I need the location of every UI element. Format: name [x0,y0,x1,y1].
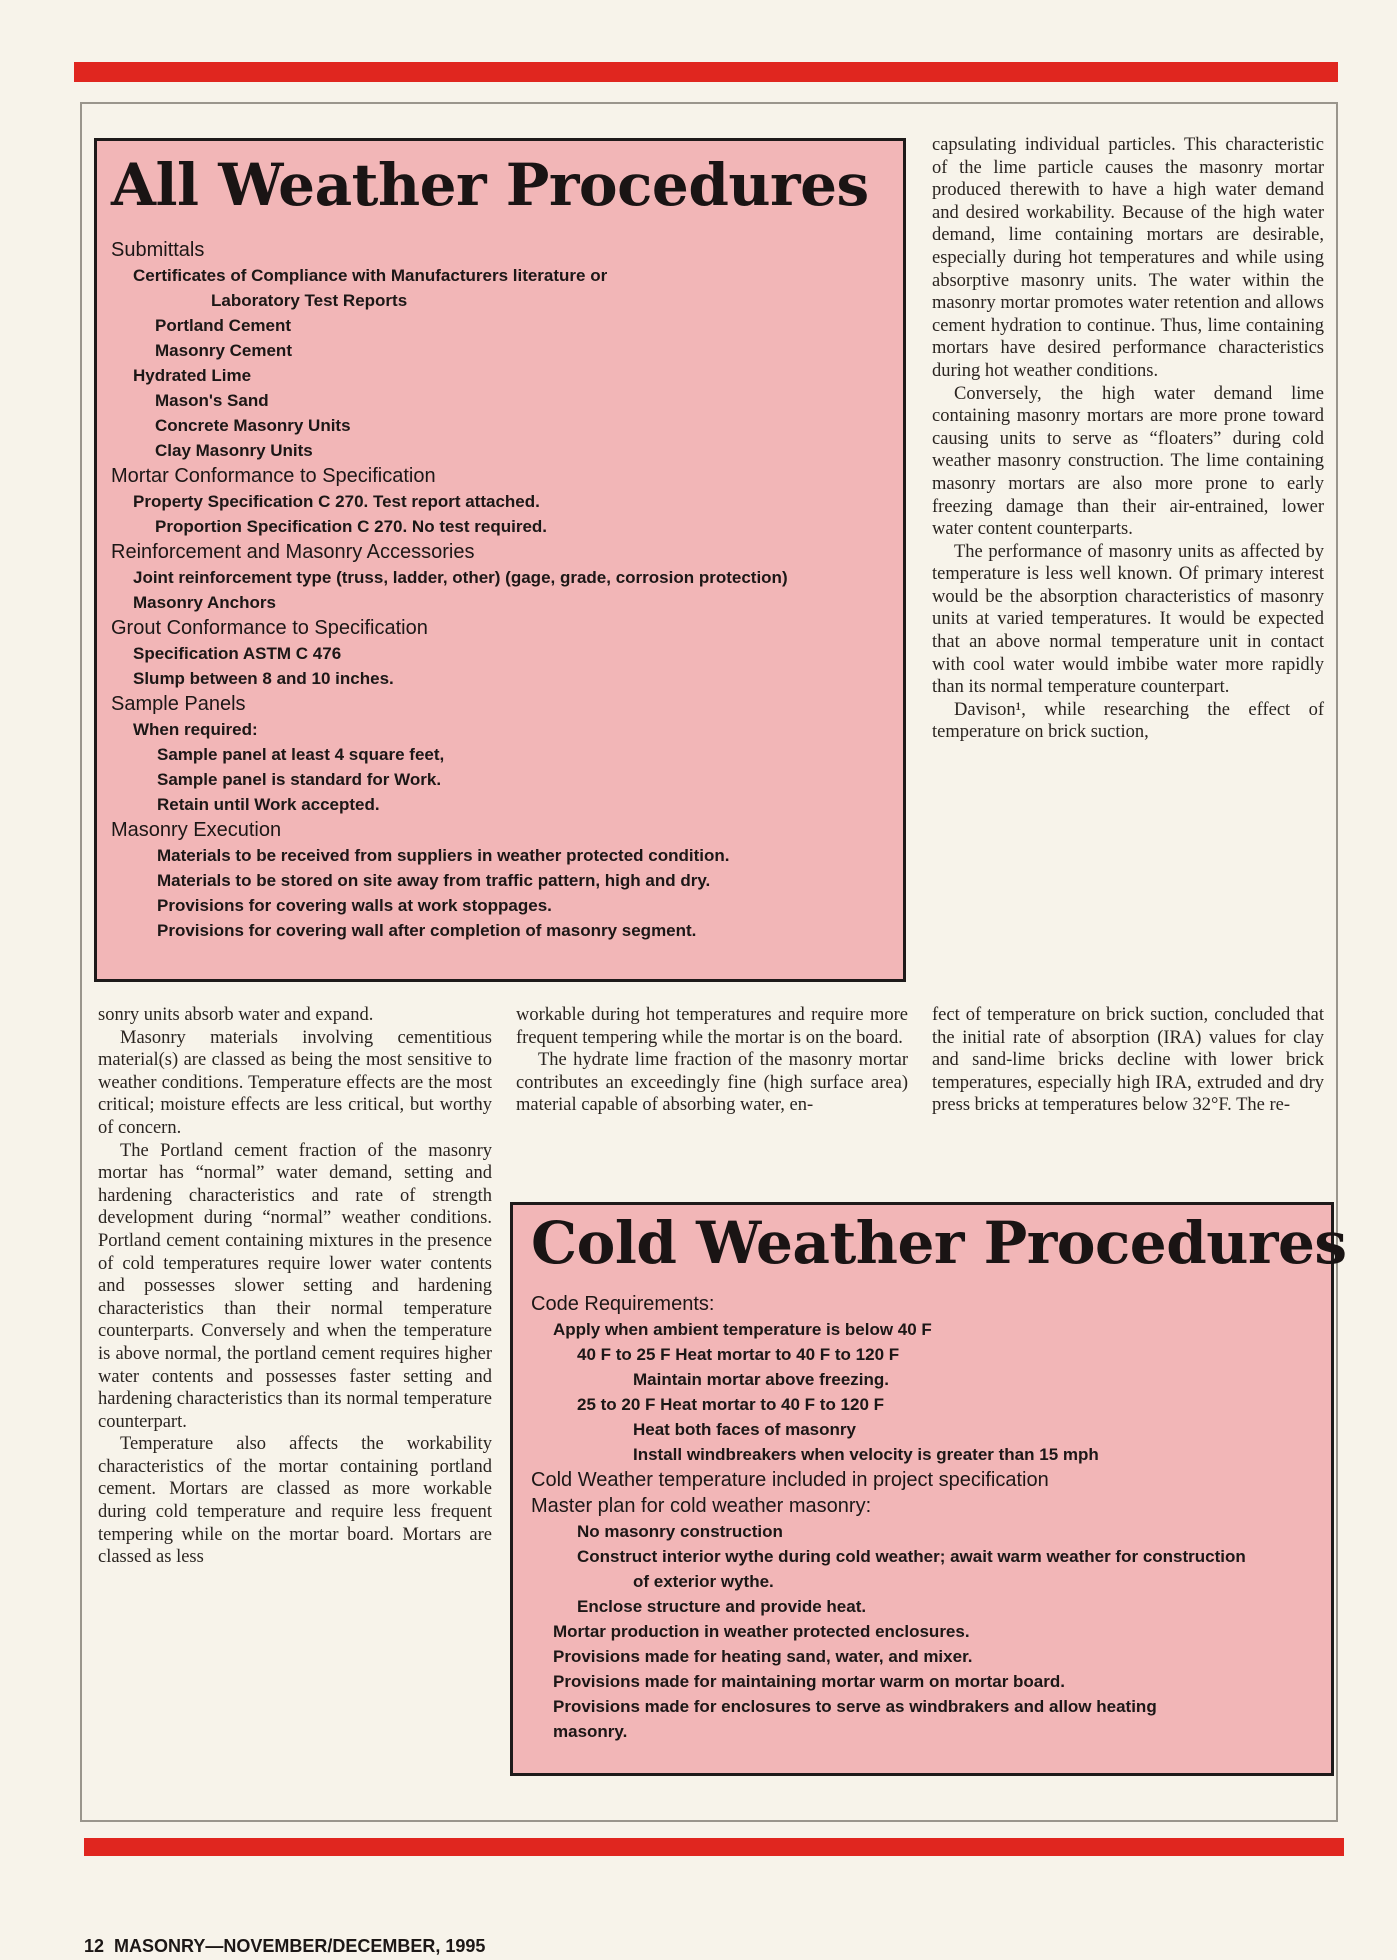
cold-weather-title: Cold Weather Procedures [531,1209,1347,1277]
cold-weather-list-item: Maintain mortar above freezing. [633,1370,889,1389]
cold-weather-procedures-box [510,1202,1347,1776]
all-weather-list-heading: Masonry Execution [111,819,282,841]
publication-line: MASONRY—NOVEMBER/DECEMBER, 1995 [114,1936,486,1956]
all-weather-list-item: Proportion Specification C 270. No test required. [155,517,548,536]
all-weather-procedures-box [94,138,906,982]
cold-weather-list-item: masonry. [553,1722,628,1741]
cold-weather-list [531,1291,1315,1744]
all-weather-list-heading: Grout Conformance to Specification [111,617,428,639]
bottom-red-rule [84,1838,1344,1856]
all-weather-list-item: Provisions for covering walls at work stoppages. [157,896,552,915]
article-paragraph: sonry units absorb water and expand. [98,1005,374,1025]
all-weather-list-heading: Sample Panels [111,693,246,715]
all-weather-list [111,237,887,943]
all-weather-list-item: Hydrated Lime [133,366,252,385]
cold-weather-list-item: Provisions made for maintaining mortar warm on mortar board. [553,1672,1065,1691]
all-weather-list-item: Property Specification C 270. Test report attached. [133,492,540,511]
cold-weather-list-item: Heat both faces of masonry [633,1420,856,1439]
cold-weather-list-heading: Code Requirements: [531,1293,715,1315]
article-paragraph: The performance of masonry units as affected by temperature is less well known. Of primary interest would be the absorption characteristics of masonry units at varied temperatures. It would be expected that an above normal temperature unit in contact with cool water would imbibe water more rapidly than its normal temperature counterpart. [932,541,1324,698]
article-column-right-top [932,134,1324,744]
article-paragraph: Temperature also affects the workability characteristics of the mortar containing portland cement. Mortars are classed as more workable during cold temperature and require less frequent tempering while on the mortar board. Mortars are classed as less [98,1434,492,1568]
all-weather-title: All Weather Procedures [111,151,869,219]
all-weather-list-heading: Mortar Conformance to Specification [111,465,436,487]
all-weather-list-item: Joint reinforcement type (truss, ladder, other) (gage, grade, corrosion protection) [133,568,788,587]
cold-weather-list-item: Apply when ambient temperature is below 40 F [553,1320,932,1339]
cold-weather-list-item: Provisions made for enclosures to serve as windbrakers and allow heating [553,1697,1157,1716]
all-weather-list-item: Mason's Sand [155,391,269,410]
cold-weather-list-item: 40 F to 25 F Heat mortar to 40 F to 120 F [577,1345,900,1364]
all-weather-list-item: Certificates of Compliance with Manufacturers literature or [133,266,608,285]
all-weather-list-item: Retain until Work accepted. [157,795,380,814]
cold-weather-list-item: Provisions made for heating sand, water, and mixer. [553,1647,973,1666]
all-weather-list-item: Portland Cement [155,316,292,335]
cold-weather-list-heading: Cold Weather temperature included in project specification [531,1469,1049,1491]
all-weather-list-heading: Reinforcement and Masonry Accessories [111,541,475,563]
article-column-right-bottom [932,1004,1324,1117]
all-weather-list-item: Clay Masonry Units [155,441,313,460]
article-paragraph: Masonry materials involving cementitious material(s) are classed as being the most sensitive to weather conditions. Temperature effects are the most critical; moisture effects are less critical, but worthy of concern. [98,1027,492,1138]
article-paragraph: The hydrate lime fraction of the masonry mortar contributes an exceedingly fine (high surface area) material capable of absorbing water, en- [516,1050,908,1116]
cold-weather-list-item: 25 to 20 F Heat mortar to 40 F to 120 F [577,1395,885,1414]
cold-weather-list-item: Mortar production in weather protected enclosures. [553,1622,970,1641]
all-weather-list-item: Provisions for covering wall after completion of masonry segment. [157,921,697,940]
article-paragraph: Davison¹, while researching the effect of temperature on brick suction, [932,699,1324,743]
all-weather-list-item: Materials to be stored on site away from traffic pattern, high and dry. [157,871,711,890]
page-number: 12 [84,1936,105,1956]
all-weather-list-item: Masonry Anchors [133,593,276,612]
article-paragraph: The Portland cement fraction of the masonry mortar has “normal” water demand, setting and hardening characteristics and rate of strength development during “normal” weather conditions. Portland cement containing mixtures in the presence of cold temperatures require lower water contents and possesses slower setting and hardening characteristics than their normal temperature counterparts. Conversely and when the temperature is above normal, the portland cement requires higher water contents and possesses faster setting and hardening characteristics than its normal temperature counterpart. [98,1140,492,1432]
cold-weather-list-item: Install windbreakers when velocity is greater than 15 mph [633,1445,1099,1464]
article-column-left [98,1004,492,1569]
top-red-rule [74,62,1338,82]
article-paragraph: capsulating individual particles. This characteristic of the lime particle causes the masonry mortar produced therewith to have a high water demand and desired workability. Because of the high water demand, lime containing mortars are desirable, especially during hot temperatures and while using absorptive masonry units. The water within the masonry mortar promotes water retention and allows cement hydration to continue. Thus, lime containing mortars have desired performance characteristics during hot weather conditions. [932,135,1324,381]
article-paragraph: workable during hot temperatures and require more frequent tempering while the mortar is on the board. [516,1005,908,1048]
all-weather-list-item: Materials to be received from suppliers in weather protected condition. [157,846,730,865]
all-weather-list-item: Sample panel at least 4 square feet, [157,745,445,764]
all-weather-list-item: Laboratory Test Reports [211,291,408,310]
all-weather-list-item: Masonry Cement [155,341,292,360]
cold-weather-list-item: of exterior wythe. [633,1572,774,1591]
all-weather-list-item: Concrete Masonry Units [155,416,351,435]
cold-weather-list-item: Enclose structure and provide heat. [577,1597,867,1616]
cold-weather-list-heading: Master plan for cold weather masonry: [531,1495,872,1517]
cold-weather-list-item: Construct interior wythe during cold weather; await warm weather for construction [577,1547,1246,1566]
all-weather-list-item: Specification ASTM C 476 [133,644,342,663]
all-weather-list-heading: Submittals [111,239,205,261]
article-column-middle [516,1004,908,1117]
article-paragraph: Conversely, the high water demand lime containing masonry mortars are more prone toward causing units to serve as “floaters” during cold weather masonry construction. The lime containing masonry mortars are also more prone to early freezing damage than their air-entrained, lower water content counterparts. [932,383,1324,540]
cold-weather-list-item: No masonry construction [577,1522,783,1541]
page-footer [84,1936,485,1957]
all-weather-list-item: Slump between 8 and 10 inches. [133,669,394,688]
all-weather-list-item: When required: [133,720,258,739]
article-paragraph: fect of temperature on brick suction, concluded that the initial rate of absorption (IRA) values for clay and sand-lime bricks decline with lower brick temperatures, especially high IRA, extruded and dry press bricks at temperatures below 32°F. The re- [932,1005,1324,1116]
all-weather-list-item: Sample panel is standard for Work. [157,770,442,789]
